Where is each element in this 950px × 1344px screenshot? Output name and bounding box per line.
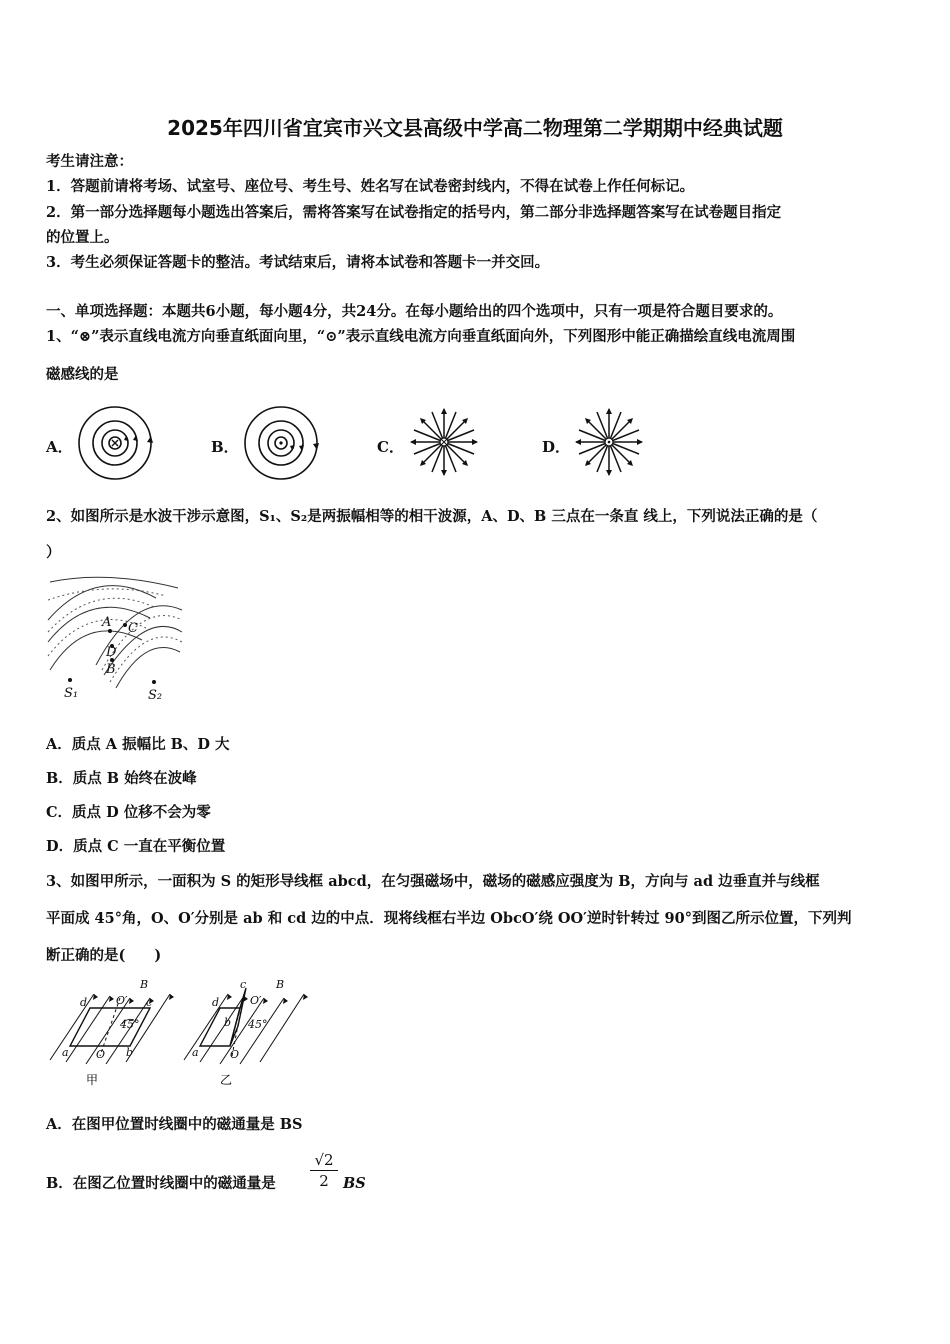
q2-option-a: A．质点 A 振幅比 B、D 大 bbox=[46, 736, 230, 753]
fig-label: S₁ bbox=[64, 686, 79, 701]
page-title: 2025年四川省宜宾市兴文县高级中学高二物理第二学期期中经典试题 bbox=[167, 116, 783, 140]
q3-stem-cont: 平面成 45°角，O、O′分别是 ab 和 cd 边的中点．现将线框右半边 ObcO′绕 OO′逆时针转过 90°到图乙所示位置，下列判 bbox=[46, 910, 852, 927]
notice-item: 2．第一部分选择题每小题选出答案后，需将答案写在试卷指定的括号内，第二部分非选择题答案写在试卷题目指定 bbox=[46, 204, 782, 221]
q1-figure-b bbox=[242, 404, 320, 482]
q2-option-d: D．质点 C 一直在平衡位置 bbox=[46, 838, 226, 855]
fig-label: D bbox=[106, 645, 117, 660]
svg-text:b: b bbox=[126, 1046, 134, 1059]
q3-option-b-suffix: BS bbox=[343, 1175, 366, 1192]
figure-caption: 甲 bbox=[86, 1073, 99, 1087]
q2-option-c: C．质点 D 位移不会为零 bbox=[46, 804, 211, 821]
q1-figure-a bbox=[76, 404, 154, 482]
q3-figure-jia bbox=[46, 980, 178, 1088]
fraction-numerator: √2 bbox=[314, 1151, 334, 1169]
q2-stem: 2、如图所示是水波干涉示意图，S₁、S₂是两振幅相等的相干波源，A、D、B 三点在一条直 线上，下列说法正确的是（ bbox=[46, 508, 818, 525]
q1-stem-cont: 磁感线的是 bbox=[46, 366, 119, 383]
notice-item: 1．答题前请将考场、试室号、座位号、考生号、姓名写在试卷密封线内，不得在试卷上作任何标记。 bbox=[46, 178, 695, 195]
figure-caption: 乙 bbox=[220, 1073, 233, 1087]
svg-text:d: d bbox=[80, 996, 88, 1009]
q3-figure-yi bbox=[180, 980, 312, 1088]
svg-text:O′: O′ bbox=[116, 994, 128, 1007]
svg-text:45°: 45° bbox=[120, 1018, 140, 1031]
q1-option-a-label: A． bbox=[46, 438, 73, 456]
fig-label: B bbox=[106, 662, 116, 677]
q1-figure-d bbox=[573, 406, 645, 478]
svg-text:c: c bbox=[240, 980, 247, 991]
q2-stem-cont: ） bbox=[46, 544, 61, 561]
q3-option-b-fraction bbox=[310, 1150, 338, 1191]
svg-text:a: a bbox=[192, 1046, 199, 1059]
svg-text:b: b bbox=[224, 1016, 232, 1029]
q3-option-b-prefix: B．在图乙位置时线圈中的磁通量是 bbox=[46, 1175, 276, 1192]
svg-text:a: a bbox=[62, 1046, 69, 1059]
q2-option-b: B．质点 B 始终在波峰 bbox=[46, 770, 197, 787]
svg-text:45°: 45° bbox=[248, 1018, 268, 1031]
q1-figure-c bbox=[408, 406, 480, 478]
q3-stem: 3、如图甲所示，一面积为 S 的矩形导线框 abcd，在匀强磁场中，磁场的磁感应强度为 B，方向与 ad 边垂直并与线框 bbox=[46, 873, 820, 890]
fig-label: C bbox=[128, 621, 138, 636]
q1-stem: 1、“⊗”表示直线电流方向垂直纸面向里，“⊙”表示直线电流方向垂直纸面向外，下列图形中能正确描绘直线电流周围 bbox=[46, 328, 796, 345]
svg-text:B: B bbox=[140, 980, 149, 991]
notice-item: 3．考生必须保证答题卡的整洁。考试结束后，请将本试卷和答题卡一并交回。 bbox=[46, 254, 550, 271]
q1-option-c-label: C． bbox=[377, 438, 404, 456]
q3-stem-cont: 断正确的是( ) bbox=[46, 947, 162, 964]
svg-text:d: d bbox=[212, 996, 220, 1009]
svg-text:c: c bbox=[146, 996, 153, 1009]
q2-interference-figure bbox=[46, 570, 186, 705]
notice-item: 的位置上。 bbox=[46, 229, 119, 246]
section-heading: 一、单项选择题：本题共6小题，每小题4分，共24分。在每小题给出的四个选项中，只有一项是符合题目要求的。 bbox=[46, 303, 783, 320]
svg-text:O: O bbox=[230, 1048, 240, 1061]
q3-option-a: A．在图甲位置时线圈中的磁通量是 BS bbox=[46, 1116, 303, 1133]
fig-label: A bbox=[102, 615, 112, 630]
fig-label: S₂ bbox=[148, 688, 163, 703]
fraction-denominator: 2 bbox=[310, 1170, 338, 1191]
svg-text:O′: O′ bbox=[250, 994, 262, 1007]
q1-option-d-label: D． bbox=[542, 438, 571, 456]
q1-option-b-label: B． bbox=[211, 438, 239, 456]
svg-text:O: O bbox=[96, 1048, 106, 1061]
svg-text:B: B bbox=[276, 980, 285, 991]
notice-heading: 考生请注意： bbox=[46, 153, 133, 170]
